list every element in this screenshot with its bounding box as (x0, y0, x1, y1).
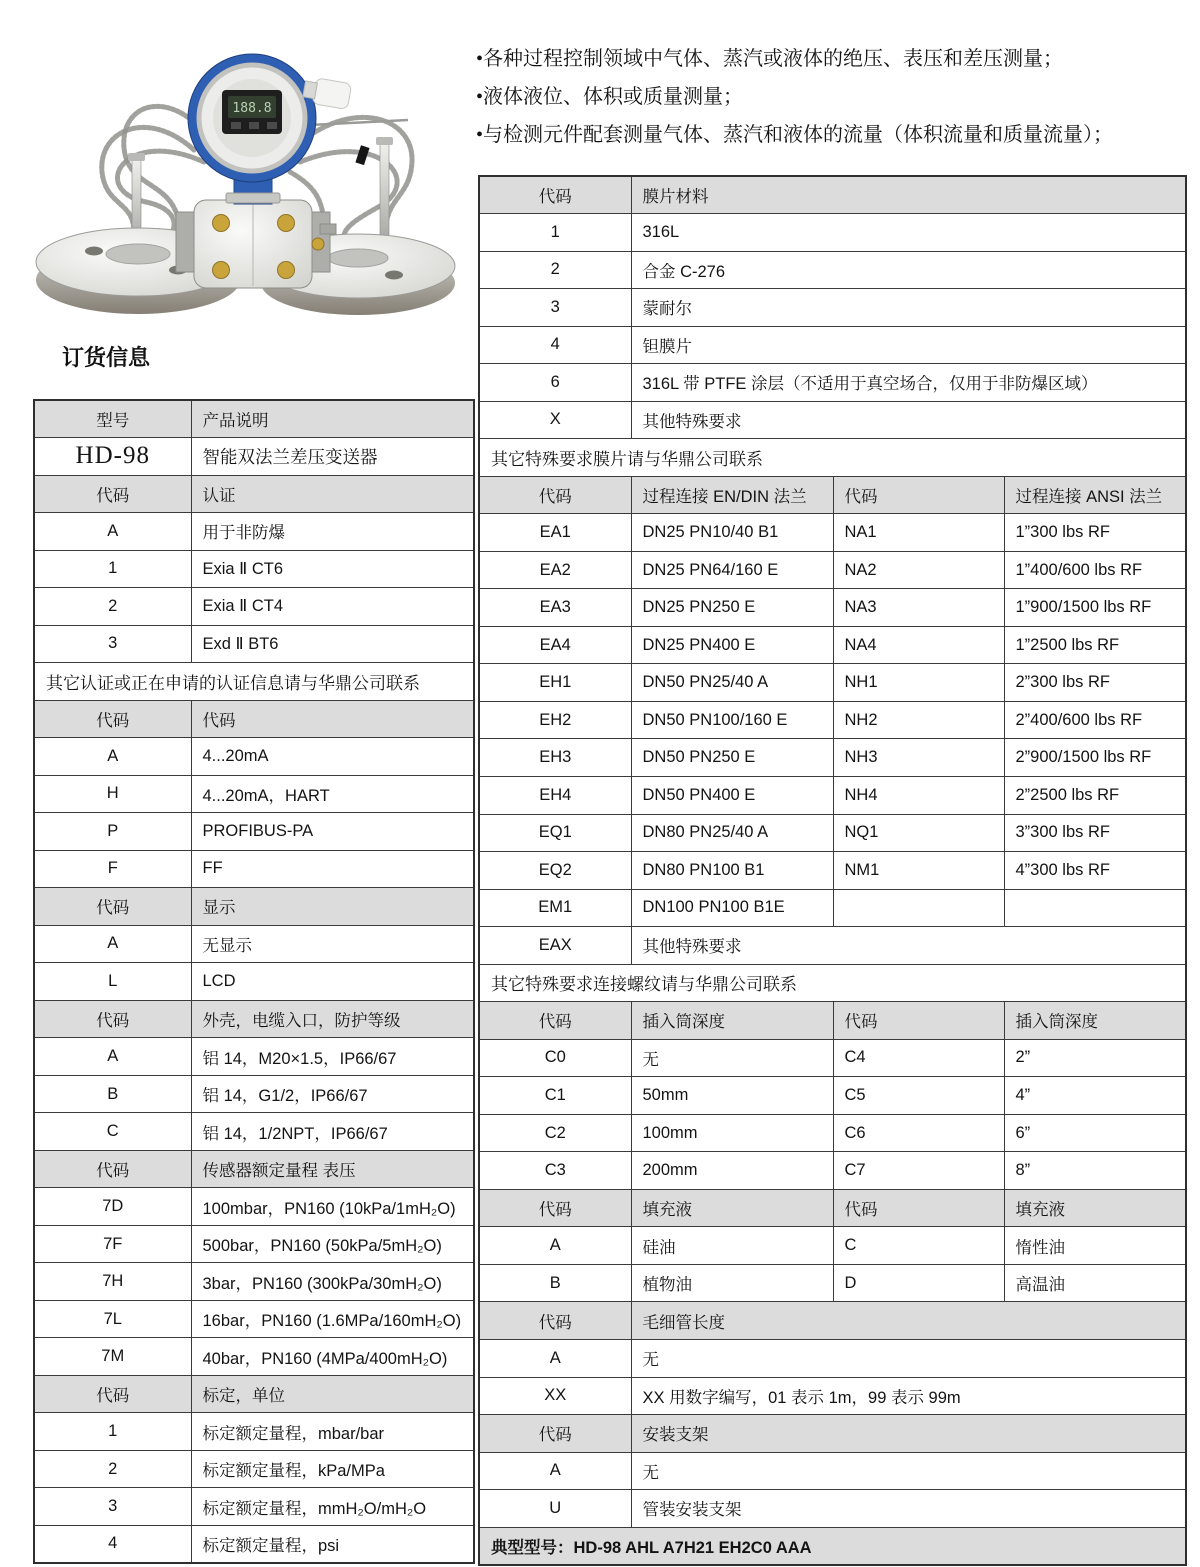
description-cell (833, 889, 1004, 927)
table-row (479, 626, 1186, 664)
table-header-row (34, 888, 474, 926)
table-row (479, 1264, 1186, 1302)
description-cell: DN25 PN250 E (631, 589, 833, 627)
code-cell: EAX (479, 927, 631, 965)
table-row (34, 925, 474, 963)
description-cell: 无 (631, 1452, 1186, 1490)
code-cell: 2 (479, 251, 631, 289)
table-row (34, 438, 474, 476)
description-cell: 其他特殊要求 (631, 927, 1186, 965)
bullet-line: •与检测元件配套测量气体、蒸汽和液体的流量（体积流量和质量流量）； (476, 124, 1114, 146)
description-cell: C7 (833, 1152, 1004, 1190)
description-cell: 3”300 lbs RF (1004, 814, 1186, 852)
lcd-screen (222, 90, 282, 134)
application-bullets (476, 40, 1192, 154)
code-cell: 1 (34, 550, 191, 588)
table-row (479, 1152, 1186, 1190)
description-cell: C6 (833, 1114, 1004, 1152)
table-header-row (34, 1000, 474, 1038)
table-row (479, 814, 1186, 852)
code-cell: F (34, 850, 191, 888)
column-header-cell: 代码 (34, 1000, 191, 1038)
description-cell: 合金 C-276 (631, 251, 1186, 289)
bullet-line: •各种过程控制领域中气体、蒸汽或液体的绝压、表压和差压测量； (476, 48, 1064, 70)
description-cell: NA1 (833, 514, 1004, 552)
description-cell: 3bar，PN160 (300kPa/30mH₂O) (191, 1263, 474, 1301)
code-cell: X (479, 401, 631, 439)
table-row (34, 663, 474, 701)
description-cell: DN50 PN100/160 E (631, 701, 833, 739)
description-cell: LCD (191, 963, 474, 1001)
table-header-row (34, 700, 474, 738)
description-cell: DN50 PN400 E (631, 777, 833, 815)
table-row (479, 1490, 1186, 1528)
table-row (34, 588, 474, 626)
description-cell: DN100 PN100 B1E (631, 889, 833, 927)
code-cell: 7M (34, 1338, 191, 1376)
table-row (34, 738, 474, 776)
code-cell: 典型型号：HD-98 AHL A7H21 EH2C0 AAA (479, 1527, 1186, 1565)
table-header-row (479, 476, 1186, 514)
column-header-cell: 代码 (479, 1302, 631, 1340)
code-cell: B (34, 1075, 191, 1113)
description-cell: 40bar，PN160 (4MPa/400mH₂O) (191, 1338, 474, 1376)
table-header-row (34, 1375, 474, 1413)
description-cell (1004, 889, 1186, 927)
table-row (479, 1452, 1186, 1490)
table-header-row (479, 176, 1186, 214)
description-cell: Exd Ⅱ BT6 (191, 625, 474, 663)
code-cell: EA2 (479, 551, 631, 589)
table-row (34, 1038, 474, 1076)
table-row (479, 589, 1186, 627)
description-cell: 铝 14，M20×1.5，IP66/67 (191, 1038, 474, 1076)
description-cell: 8” (1004, 1152, 1186, 1190)
code-cell: 2 (34, 1450, 191, 1488)
table-row (34, 513, 474, 551)
description-cell: NA3 (833, 589, 1004, 627)
table-header-row (34, 400, 474, 438)
table-row (479, 1077, 1186, 1115)
code-cell: 1 (479, 214, 631, 252)
description-cell: DN25 PN10/40 B1 (631, 514, 833, 552)
section-title: 订货信息 (62, 345, 151, 370)
code-cell: A (479, 1339, 631, 1377)
table-row (479, 401, 1186, 439)
table-row (479, 889, 1186, 927)
description-cell: 1”900/1500 lbs RF (1004, 589, 1186, 627)
code-cell: 1 (34, 1413, 191, 1451)
table-row (479, 739, 1186, 777)
table-row (34, 1450, 474, 1488)
code-cell: A (34, 513, 191, 551)
description-cell: 标定额定量程，kPa/MPa (191, 1450, 474, 1488)
description-cell: 蒙耐尔 (631, 289, 1186, 327)
code-cell: EA4 (479, 626, 631, 664)
code-cell: 4 (479, 326, 631, 364)
column-header-cell: 填充液 (631, 1189, 833, 1227)
table-row (34, 1338, 474, 1376)
description-cell: 其他特殊要求 (631, 401, 1186, 439)
table-row (479, 289, 1186, 327)
description-cell: 100mm (631, 1114, 833, 1152)
table-header-row (34, 475, 474, 513)
transmitter-body (176, 200, 336, 288)
description-cell: 200mm (631, 1152, 833, 1190)
table-row (479, 1527, 1186, 1565)
table-row (34, 1413, 474, 1451)
column-header-cell: 显示 (191, 888, 474, 926)
column-header-cell: 代码 (479, 1002, 631, 1040)
column-header-cell: 代码 (34, 1150, 191, 1188)
table-row (34, 625, 474, 663)
table-row (34, 1188, 474, 1226)
code-cell: C2 (479, 1114, 631, 1152)
code-cell: EQ2 (479, 852, 631, 890)
column-header-cell: 产品说明 (191, 400, 474, 438)
description-cell: NH2 (833, 701, 1004, 739)
code-cell: EH4 (479, 777, 631, 815)
table-row (479, 1339, 1186, 1377)
column-header-cell: 代码 (34, 700, 191, 738)
code-cell: C3 (479, 1152, 631, 1190)
code-cell: EA3 (479, 589, 631, 627)
code-cell: EQ1 (479, 814, 631, 852)
bullet-line: •液体液位、体积或质量测量； (476, 86, 744, 108)
description-cell: NA4 (833, 626, 1004, 664)
description-cell: 4...20mA (191, 738, 474, 776)
code-cell: 7D (34, 1188, 191, 1226)
table-row (34, 550, 474, 588)
code-cell: 3 (479, 289, 631, 327)
code-cell: EH3 (479, 739, 631, 777)
table-header-row (479, 1002, 1186, 1040)
code-cell: 3 (34, 625, 191, 663)
code-cell: 3 (34, 1488, 191, 1526)
description-cell: 316L 带 PTFE 涂层（不适用于真空场合，仅用于非防爆区域） (631, 364, 1186, 402)
code-cell: P (34, 813, 191, 851)
column-header-cell: 代码 (479, 1189, 631, 1227)
description-cell: 标定额定量程，mbar/bar (191, 1413, 474, 1451)
description-cell: 标定额定量程，mmH₂O/mH₂O (191, 1488, 474, 1526)
product-photo (28, 30, 460, 342)
description-cell: 管装安装支架 (631, 1490, 1186, 1528)
description-cell: 6” (1004, 1114, 1186, 1152)
table-header-row (34, 1150, 474, 1188)
description-cell: 无显示 (191, 925, 474, 963)
table-row (34, 775, 474, 813)
table-row (479, 927, 1186, 965)
description-cell: 铝 14，1/2NPT，IP66/67 (191, 1113, 474, 1151)
column-header-cell: 代码 (479, 1415, 631, 1453)
description-cell: DN25 PN64/160 E (631, 551, 833, 589)
table-row (34, 1488, 474, 1526)
column-header-cell: 膜片材料 (631, 176, 1186, 214)
table-row (479, 364, 1186, 402)
description-cell: DN80 PN100 B1 (631, 852, 833, 890)
code-cell: EM1 (479, 889, 631, 927)
description-cell: NH4 (833, 777, 1004, 815)
table-row (479, 214, 1186, 252)
ordering-table-right (478, 175, 1187, 1566)
column-header-cell: 代码 (34, 1375, 191, 1413)
table-row (479, 1377, 1186, 1415)
description-cell: 无 (631, 1339, 1186, 1377)
column-header-cell: 插入筒深度 (1004, 1002, 1186, 1040)
code-cell: C0 (479, 1039, 631, 1077)
column-header-cell: 代码 (833, 1189, 1004, 1227)
table-row (34, 1525, 474, 1563)
description-cell: 2”900/1500 lbs RF (1004, 739, 1186, 777)
ordering-table-left (33, 399, 475, 1564)
column-header-cell: 代码 (833, 1002, 1004, 1040)
table-row (34, 963, 474, 1001)
description-cell: 1”300 lbs RF (1004, 514, 1186, 552)
table-row (479, 1039, 1186, 1077)
code-cell: A (34, 925, 191, 963)
column-header-cell: 毛细管长度 (631, 1302, 1186, 1340)
display-head (188, 54, 352, 204)
description-cell: 2”400/600 lbs RF (1004, 701, 1186, 739)
table-row (479, 514, 1186, 552)
description-cell: 铝 14，G1/2，IP66/67 (191, 1075, 474, 1113)
column-header-cell: 安装支架 (631, 1415, 1186, 1453)
column-header-cell: 认证 (191, 475, 474, 513)
description-cell: 50mm (631, 1077, 833, 1115)
code-cell: C1 (479, 1077, 631, 1115)
description-cell: DN80 PN25/40 A (631, 814, 833, 852)
code-cell: 7L (34, 1300, 191, 1338)
description-cell: NH1 (833, 664, 1004, 702)
code-cell: 7F (34, 1225, 191, 1263)
description-cell: 2” (1004, 1039, 1186, 1077)
code-cell: EA1 (479, 514, 631, 552)
code-cell: B (479, 1264, 631, 1302)
description-cell: 4”300 lbs RF (1004, 852, 1186, 890)
description-cell: PROFIBUS-PA (191, 813, 474, 851)
description-cell: NM1 (833, 852, 1004, 890)
description-cell: XX 用数字编写，01 表示 1m，99 表示 99m (631, 1377, 1186, 1415)
description-cell: DN25 PN400 E (631, 626, 833, 664)
table-row (479, 701, 1186, 739)
code-cell: 7H (34, 1263, 191, 1301)
code-cell: 6 (479, 364, 631, 402)
description-cell: C (833, 1227, 1004, 1265)
table-row (34, 1300, 474, 1338)
description-cell: 1”400/600 lbs RF (1004, 551, 1186, 589)
code-cell: H (34, 775, 191, 813)
description-cell: 用于非防爆 (191, 513, 474, 551)
table-row (479, 326, 1186, 364)
description-cell: NH3 (833, 739, 1004, 777)
description-cell: 高温油 (1004, 1264, 1186, 1302)
table-row (479, 439, 1186, 477)
description-cell: Exia Ⅱ CT6 (191, 550, 474, 588)
description-cell: 4...20mA，HART (191, 775, 474, 813)
description-cell: 智能双法兰差压变送器 (191, 438, 474, 476)
description-cell: DN50 PN25/40 A (631, 664, 833, 702)
description-cell: 1”2500 lbs RF (1004, 626, 1186, 664)
description-cell: 硅油 (631, 1227, 833, 1265)
description-cell: 植物油 (631, 1264, 833, 1302)
code-cell: A (34, 738, 191, 776)
code-cell: XX (479, 1377, 631, 1415)
code-cell: 其它认证或正在申请的认证信息请与华鼎公司联系 (34, 663, 474, 701)
description-cell: FF (191, 850, 474, 888)
table-row (479, 1114, 1186, 1152)
description-cell: C4 (833, 1039, 1004, 1077)
table-row (34, 1263, 474, 1301)
table-header-row (479, 1189, 1186, 1227)
code-cell: A (479, 1452, 631, 1490)
transmitter-illustration (28, 30, 460, 342)
description-cell: NA2 (833, 551, 1004, 589)
description-cell: 500bar，PN160 (50kPa/5mH₂O) (191, 1225, 474, 1263)
code-cell: A (34, 1038, 191, 1076)
description-cell: 316L (631, 214, 1186, 252)
code-cell: 2 (34, 588, 191, 626)
description-cell: D (833, 1264, 1004, 1302)
table-row (34, 813, 474, 851)
description-cell: DN50 PN250 E (631, 739, 833, 777)
description-cell: 标定额定量程，psi (191, 1525, 474, 1563)
description-cell: 4” (1004, 1077, 1186, 1115)
table-row (479, 251, 1186, 289)
code-cell: L (34, 963, 191, 1001)
table-header-row (479, 1415, 1186, 1453)
column-header-cell: 过程连接 EN/DIN 法兰 (631, 476, 833, 514)
description-cell: 100mbar，PN160 (10kPa/1mH₂O) (191, 1188, 474, 1226)
description-cell: NQ1 (833, 814, 1004, 852)
column-header-cell: 代码 (191, 700, 474, 738)
table-row (479, 664, 1186, 702)
column-header-cell: 代码 (34, 475, 191, 513)
column-header-cell: 代码 (833, 476, 1004, 514)
column-header-cell: 插入筒深度 (631, 1002, 833, 1040)
table-row (34, 1113, 474, 1151)
code-cell: EH2 (479, 701, 631, 739)
description-cell: 惰性油 (1004, 1227, 1186, 1265)
column-header-cell: 代码 (479, 176, 631, 214)
code-cell: 其它特殊要求膜片请与华鼎公司联系 (479, 439, 1186, 477)
code-cell: 其它特殊要求连接螺纹请与华鼎公司联系 (479, 964, 1186, 1002)
code-cell: 4 (34, 1525, 191, 1563)
description-cell: 无 (631, 1039, 833, 1077)
code-cell: C (34, 1113, 191, 1151)
code-cell: U (479, 1490, 631, 1528)
code-cell: EH1 (479, 664, 631, 702)
column-header-cell: 传感器额定量程 表压 (191, 1150, 474, 1188)
table-row (479, 1227, 1186, 1265)
table-header-row (479, 1302, 1186, 1340)
description-cell: 钽膜片 (631, 326, 1186, 364)
column-header-cell: 标定，单位 (191, 1375, 474, 1413)
table-row (479, 964, 1186, 1002)
description-cell: Exia Ⅱ CT4 (191, 588, 474, 626)
column-header-cell: 型号 (34, 400, 191, 438)
description-cell: 2”300 lbs RF (1004, 664, 1186, 702)
description-cell: 2”2500 lbs RF (1004, 777, 1186, 815)
table-row (479, 551, 1186, 589)
code-cell: A (479, 1227, 631, 1265)
table-row (34, 1225, 474, 1263)
table-row (479, 852, 1186, 890)
column-header-cell: 代码 (34, 888, 191, 926)
table-row (479, 777, 1186, 815)
description-cell: C5 (833, 1077, 1004, 1115)
table-row (34, 1075, 474, 1113)
table-row (34, 850, 474, 888)
column-header-cell: 填充液 (1004, 1189, 1186, 1227)
column-header-cell: 代码 (479, 476, 631, 514)
svg-text:188.8: 188.8 (232, 101, 272, 116)
column-header-cell: 外壳，电缆入口，防护等级 (191, 1000, 474, 1038)
column-header-cell: 过程连接 ANSI 法兰 (1004, 476, 1186, 514)
code-cell: HD-98 (34, 438, 191, 476)
description-cell: 16bar，PN160 (1.6MPa/160mH₂O) (191, 1300, 474, 1338)
